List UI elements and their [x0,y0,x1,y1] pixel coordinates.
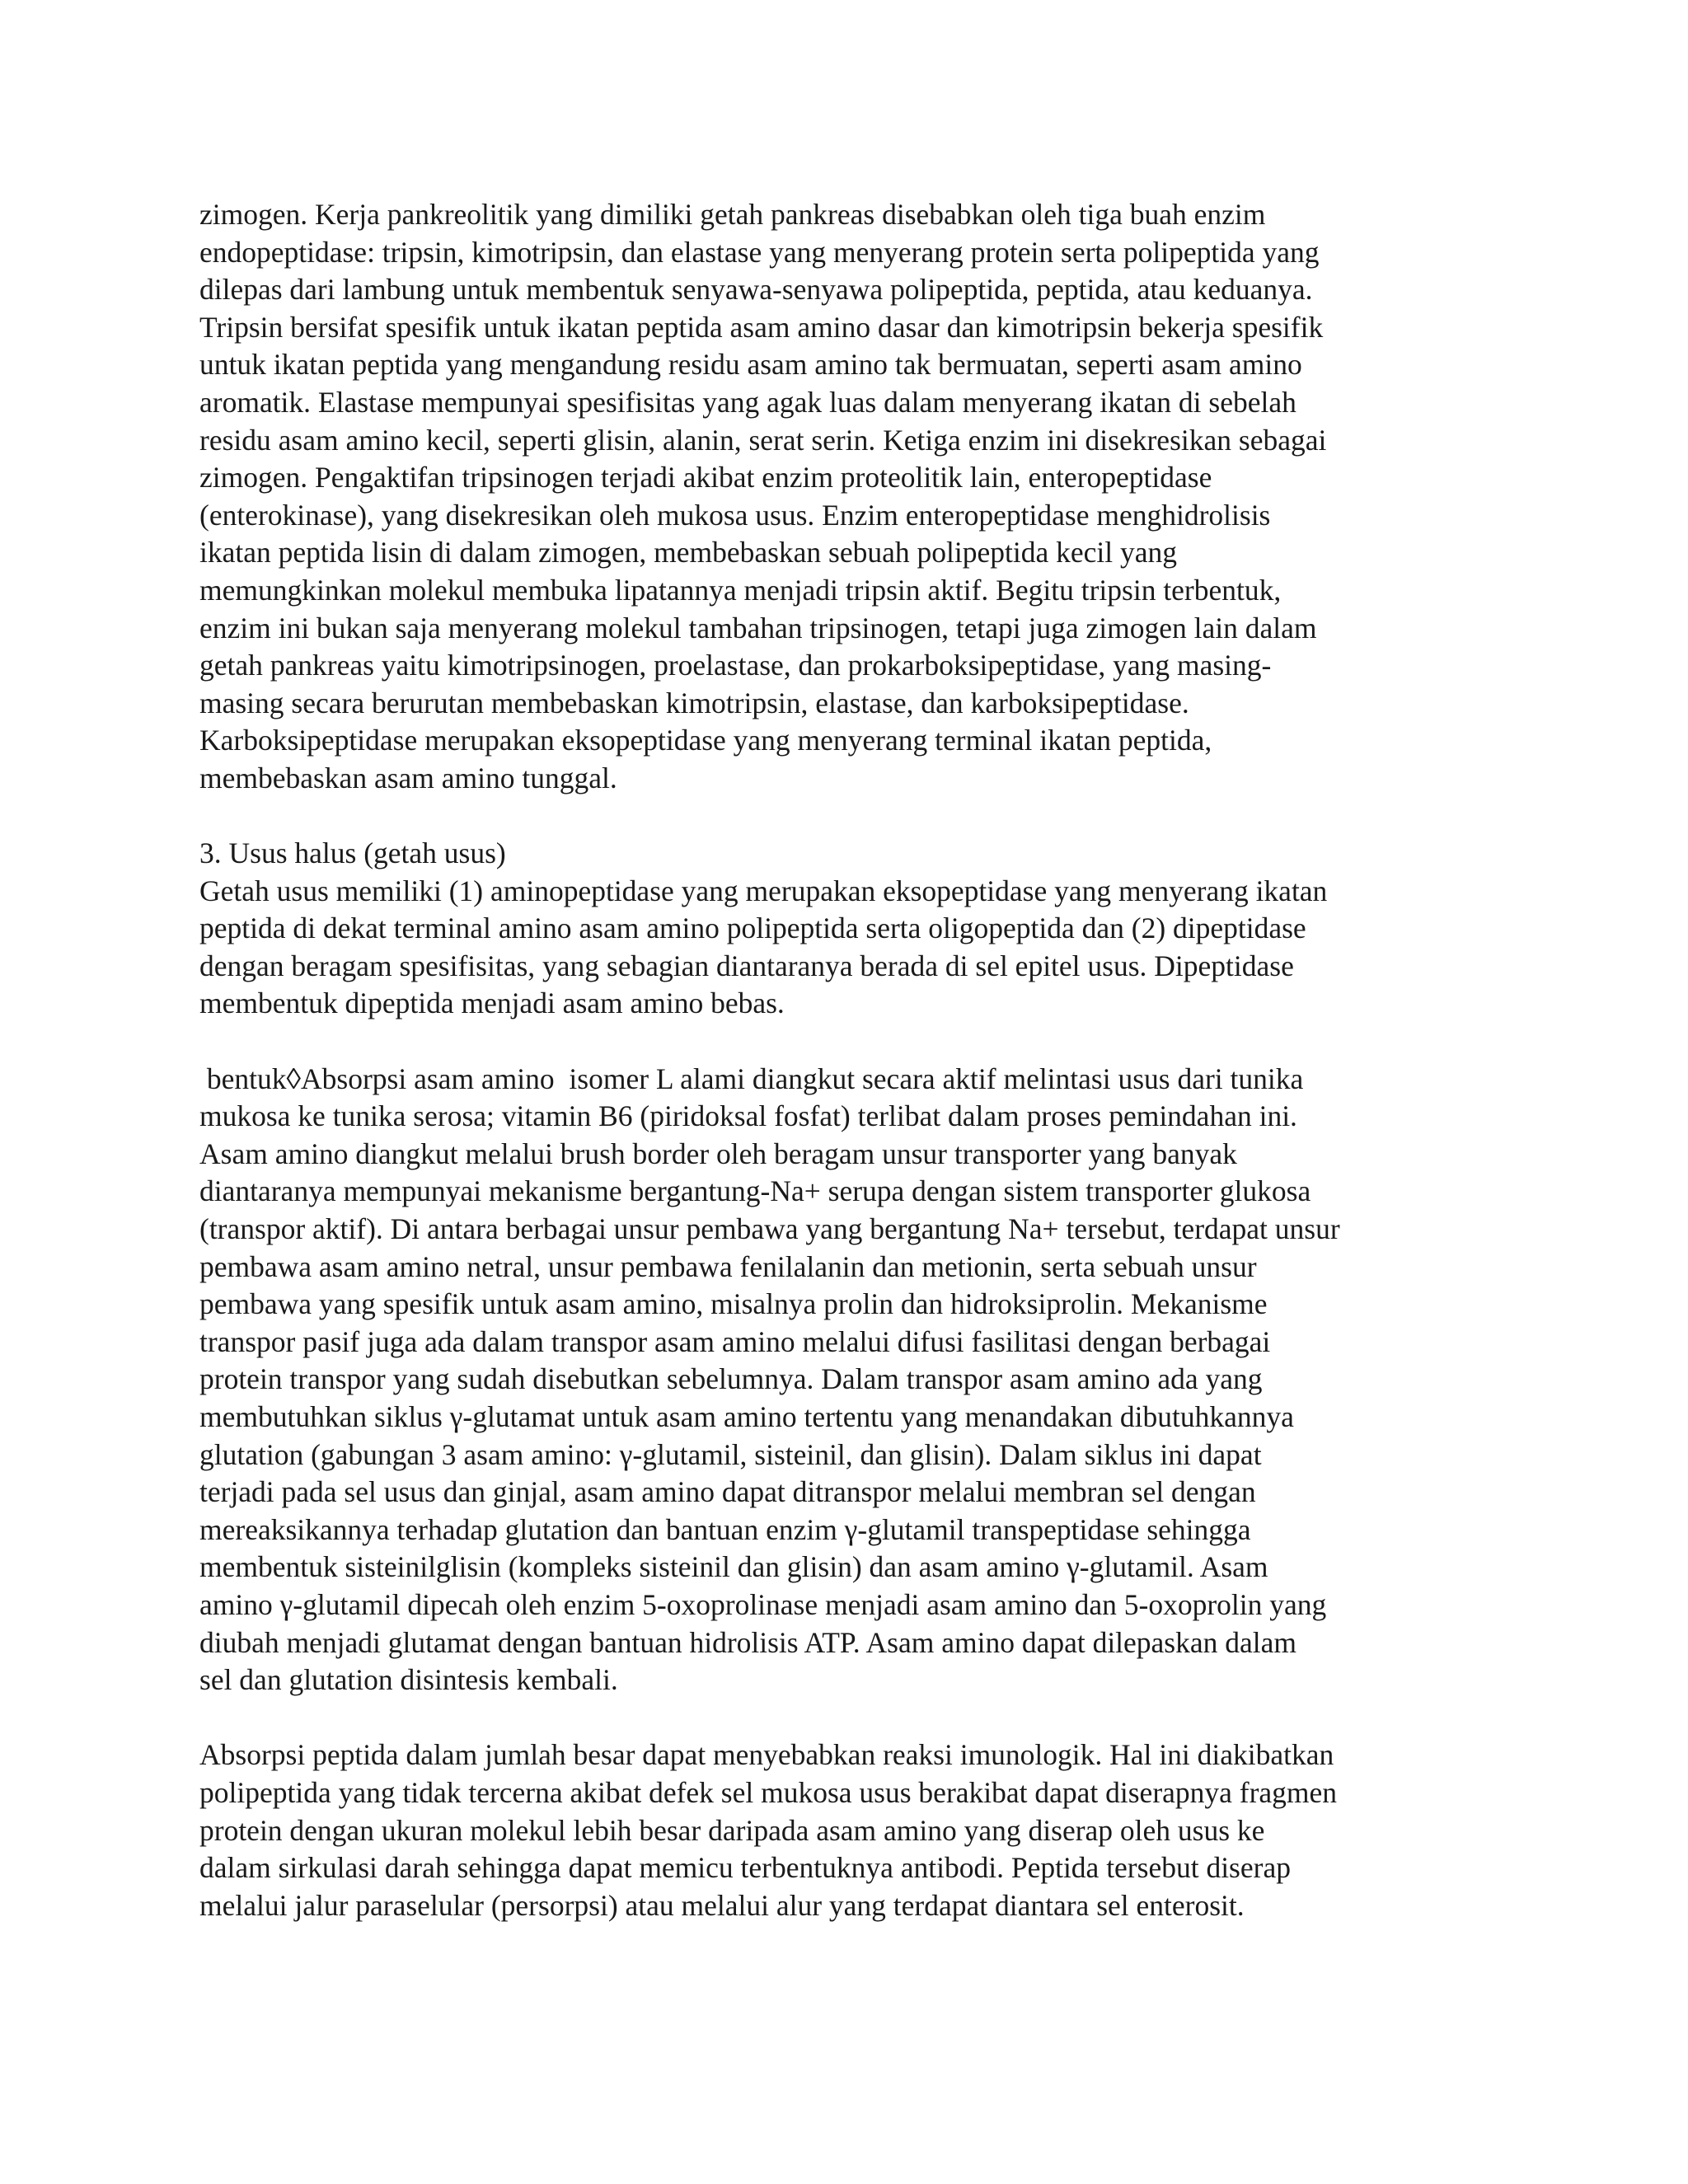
text-line: Karboksipeptidase merupakan eksopeptidase yang menyerang terminal ikatan peptida, [199,724,1212,757]
text-line: Asam amino diangkut melalui brush border oleh beragam unsur transporter yang banyak [199,1137,1237,1170]
text-line: masing secara berurutan membebaskan kimotripsin, elastase, dan karboksipeptidase. [199,686,1189,719]
text-line: diantaranya mempunyai mekanisme bergantung-Na+ serupa dengan sistem transporter glukosa [199,1174,1311,1208]
document-body [199,196,1502,1924]
text-line: getah pankreas yaitu kimotripsinogen, proelastase, dan prokarboksipeptidase, yang masing- [199,649,1272,682]
text-line: aromatik. Elastase mempunyai spesifisitas yang agak luas dalam menyerang ikatan di sebelah [199,385,1296,419]
text-line: untuk ikatan peptida yang mengandung residu asam amino tak bermuatan, seperti asam amino [199,348,1302,382]
text-line: glutation (gabungan 3 asam amino: γ-glutamil, sisteinil, dan glisin). Dalam siklus ini dapat [199,1437,1262,1471]
text-line: terjadi pada sel usus dan ginjal, asam amino dapat ditranspor melalui membran sel dengan [199,1475,1256,1509]
text-line: Getah usus memiliki (1) aminopeptidase yang merupakan eksopeptidase yang menyerang ikatan [199,874,1328,907]
text-line: melalui jalur paraselular (persorpsi) atau melalui alur yang terdapat diantara sel enterosit. [199,1888,1245,1922]
text-line: dengan beragam spesifisitas, yang sebagian diantaranya berada di sel epitel usus. Dipeptidase [199,949,1294,982]
section-heading: 3. Usus halus (getah usus) [199,837,506,870]
text-line: diubah menjadi glutamat dengan bantuan hidrolisis ATP. Asam amino dapat dilepaskan dalam [199,1625,1296,1659]
text-line: mereaksikannya terhadap glutation dan bantuan enzim γ-glutamil transpeptidase sehingga [199,1512,1251,1546]
text-line: pembawa asam amino netral, unsur pembawa fenilalanin dan metionin, serta sebuah unsur [199,1249,1257,1283]
paragraph-peptide-absorption [199,1736,1502,1924]
text-line: (enterokinase), yang disekresikan oleh mukosa usus. Enzim enteropeptidase menghidrolisis [199,498,1271,532]
paragraph-gap [199,1023,1502,1061]
text-line: dilepas dari lambung untuk membentuk senyawa-senyawa polipeptida, peptida, atau keduanya. [199,273,1313,307]
text-line: membebaskan asam amino tunggal. [199,761,617,794]
text-line: Tripsin bersifat spesifik untuk ikatan peptida asam amino dasar dan kimotripsin bekerja spesifik [199,310,1324,344]
text-line: membutuhkan siklus γ-glutamat untuk asam amino tertentu yang menandakan dibutuhkannya [199,1400,1294,1433]
paragraph-gap [199,1699,1502,1737]
text-line: zimogen. Pengaktifan tripsinogen terjadi akibat enzim proteolitik lain, enteropeptidase [199,461,1212,494]
text-line: Absorpsi peptida dalam jumlah besar dapat menyebabkan reaksi imunologik. Hal ini diakibatkan [199,1738,1334,1772]
text-line: ikatan peptida lisin di dalam zimogen, membebaskan sebuah polipeptida kecil yang [199,536,1177,569]
text-line: polipeptida yang tidak tercerna akibat defek sel mukosa usus berakibat dapat diserapnya fragmen [199,1775,1338,1809]
text-line: protein transpor yang sudah disebutkan sebelumnya. Dalam transpor asam amino ada yang [199,1362,1263,1396]
text-line: amino γ-glutamil dipecah oleh enzim 5-oxoprolinase menjadi asam amino dan 5-oxoprolin yang [199,1587,1327,1621]
text-line: memungkinkan molekul membuka lipatannya menjadi tripsin aktif. Begitu tripsin terbentuk, [199,573,1282,607]
text-line: residu asam amino kecil, seperti glisin, alanin, serat serin. Ketiga enzim ini disekresikan sebagai [199,423,1327,457]
text-line: dalam sirkulasi darah sehingga dapat memicu terbentuknya antibodi. Peptida tersebut diserap [199,1851,1291,1885]
paragraph-intestinal-juice [199,835,1502,1023]
text-line: membentuk dipeptida menjadi asam amino bebas. [199,987,785,1020]
text-line: (transpor aktif). Di antara berbagai unsur pembawa yang bergantung Na+ tersebut, terdapat unsur [199,1212,1340,1246]
text-line: protein dengan ukuran molekul lebih besar daripada asam amino yang diserap oleh usus ke [199,1813,1265,1847]
text-line: membentuk sisteinilglisin (kompleks sisteinil dan glisin) dan asam amino γ-glutamil. Asam [199,1550,1268,1584]
text-line: enzim ini bukan saja menyerang molekul tambahan tripsinogen, tetapi juga zimogen lain dalam [199,611,1317,644]
text-line: endopeptidase: tripsin, kimotripsin, dan elastase yang menyerang protein serta polipeptida yang [199,235,1320,269]
text-line: peptida di dekat terminal amino asam amino polipeptida serta oligopeptida dan (2) dipeptidase [199,912,1306,945]
paragraph-pancreatic-enzymes [199,196,1502,798]
paragraph-amino-acid-absorption [199,1061,1502,1699]
text-line: transpor pasif juga ada dalam transpor asam amino melalui difusi fasilitasi dengan berbagai [199,1324,1271,1358]
text-line: pembawa yang spesifik untuk asam amino, misalnya prolin dan hidroksiprolin. Mekanisme [199,1287,1268,1321]
text-line: mukosa ke tunika serosa; vitamin B6 (piridoksal fosfat) terlibat dalam proses pemindahan ini. [199,1099,1297,1133]
paragraph-gap [199,798,1502,836]
text-line: bentuk◊Absorpsi asam amino isomer L alami diangkut secara aktif melintasi usus dari tunika [199,1062,1304,1095]
text-line: sel dan glutation disintesis kembali. [199,1663,618,1697]
text-line: zimogen. Kerja pankreolitik yang dimiliki getah pankreas disebabkan oleh tiga buah enzim [199,198,1266,231]
